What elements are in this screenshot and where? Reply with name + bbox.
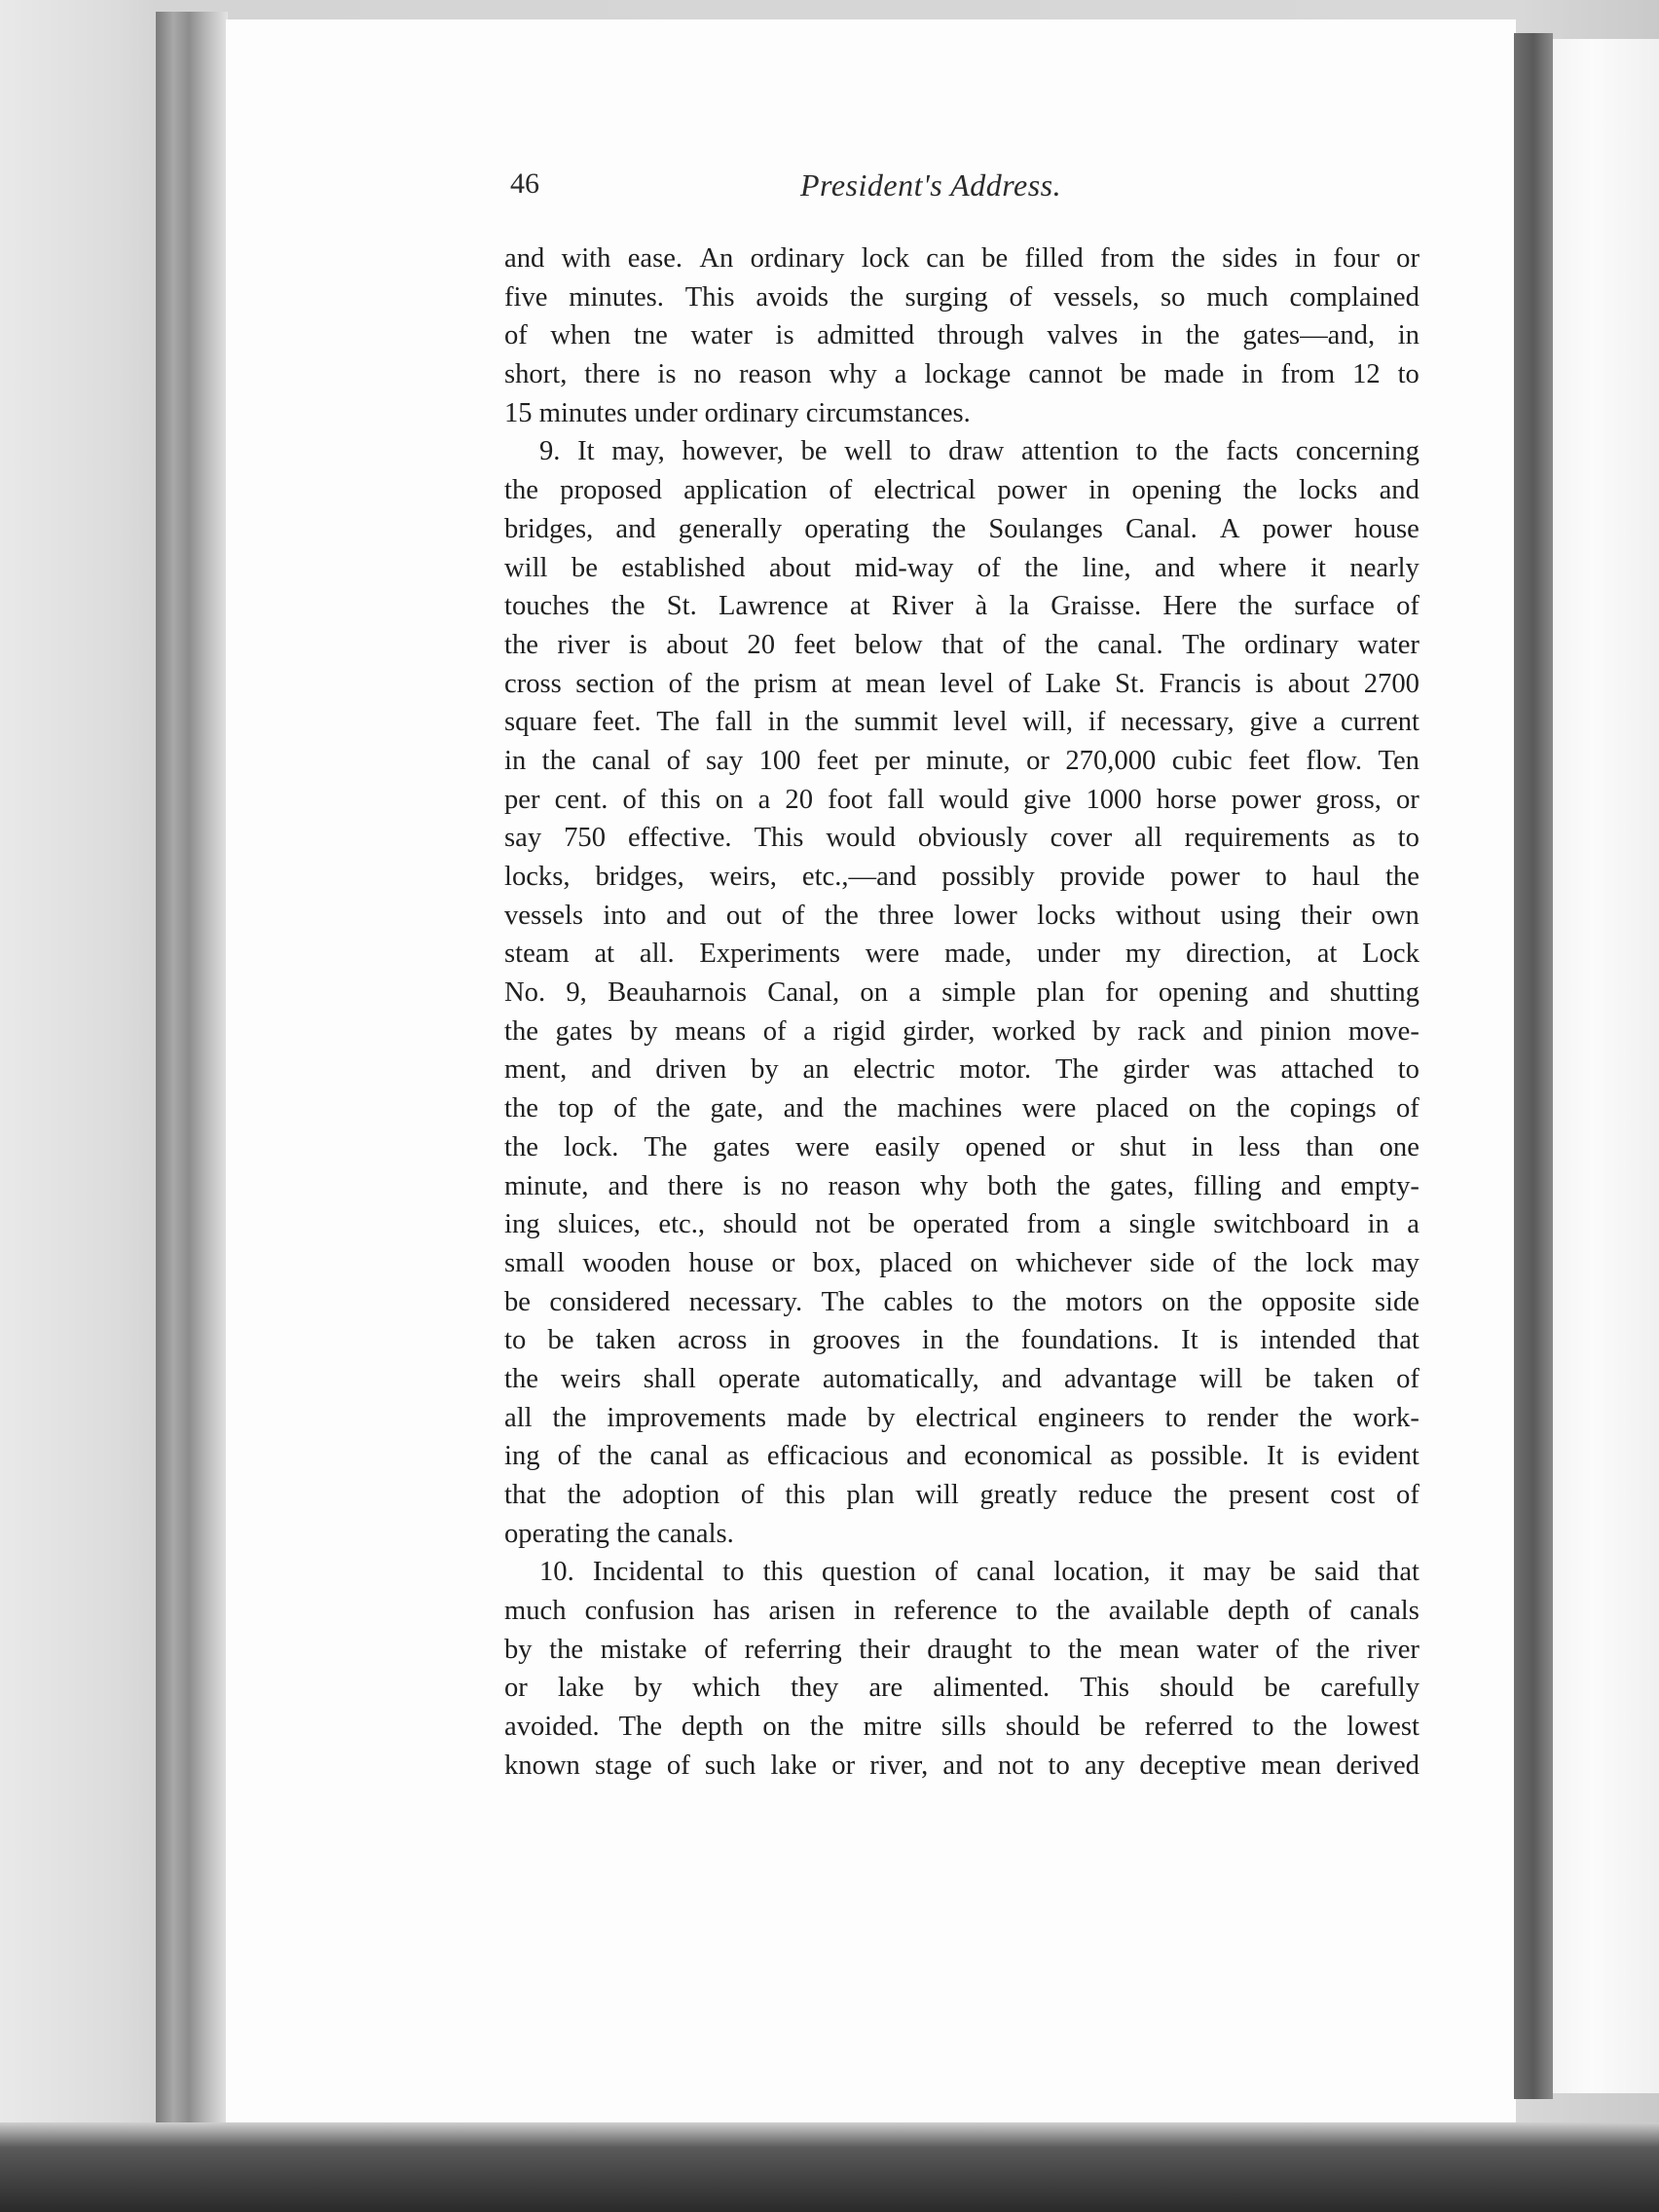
page-header xyxy=(510,167,1435,218)
text-line: No. 9, Beauharnois Canal, on a simple plan for opening and shutting xyxy=(504,977,1419,1009)
text-line: will be established about mid-way of the line, and where it nearly xyxy=(504,552,1419,583)
body-text xyxy=(504,240,1419,1786)
text-line: ment, and driven by an electric motor. The girder was attached to xyxy=(504,1054,1419,1086)
running-title: President's Address. xyxy=(800,167,1062,203)
text-line: short, there is no reason why a lockage cannot be made in from 12 to xyxy=(504,359,1419,390)
text-line: be considered necessary. The cables to the motors on the opposite side xyxy=(504,1286,1419,1317)
text-line: ing sluices, etc., should not be operated from a single switchboard in a xyxy=(504,1209,1419,1240)
text-line: 9. It may, however, be well to draw attention to the facts concerning xyxy=(539,436,1419,467)
text-line: 15 minutes under ordinary circumstances. xyxy=(504,397,971,428)
text-line: steam at all. Experiments were made, under my direction, at Lock xyxy=(504,939,1419,970)
text-line: much confusion has arisen in reference to the available depth of canals xyxy=(504,1596,1419,1627)
text-line: the weirs shall operate automatically, and advantage will be taken of xyxy=(504,1363,1419,1394)
scan-bottom-edge xyxy=(0,2122,1659,2212)
text-line: the river is about 20 feet below that of the canal. The ordinary water xyxy=(504,629,1419,660)
text-line: the gates by means of a rigid girder, worked by rack and pinion move- xyxy=(504,1015,1419,1047)
text-line: or lake by which they are alimented. This should be carefully xyxy=(504,1673,1419,1704)
text-line: per cent. of this on a 20 foot fall would give 1000 horse power gross, or xyxy=(504,784,1419,815)
text-line: vessels into and out of the three lower locks without using their own xyxy=(504,900,1419,931)
text-line: operating the canals. xyxy=(504,1518,734,1549)
text-line: ing of the canal as efficacious and economical as possible. It is evident xyxy=(504,1441,1419,1472)
text-line: the top of the gate, and the machines were placed on the copings of xyxy=(504,1093,1419,1124)
book-gutter-shadow xyxy=(156,12,228,2122)
text-line: the lock. The gates were easily opened or shut in less than one xyxy=(504,1131,1419,1162)
text-line: the proposed application of electrical power in opening the locks and xyxy=(504,475,1419,506)
text-line: 10. Incidental to this question of canal location, it may be said that xyxy=(539,1557,1419,1588)
text-line: in the canal of say 100 feet per minute, or 270,000 cubic feet flow. Ten xyxy=(504,745,1419,776)
text-line: and with ease. An ordinary lock can be filled from the sides in four or xyxy=(504,243,1419,274)
text-line: of when tne water is admitted through valves in the gates—and, in xyxy=(504,320,1419,351)
text-line: locks, bridges, weirs, etc.,—and possibly provide power to haul the xyxy=(504,862,1419,892)
text-line: avoided. The depth on the mitre sills should be referred to the lowest xyxy=(504,1712,1419,1743)
text-line: minute, and there is no reason why both the gates, filling and empty- xyxy=(504,1170,1419,1201)
text-line: bridges, and generally operating the Soulanges Canal. A power house xyxy=(504,513,1419,544)
text-line: five minutes. This avoids the surging of vessels, so much complained xyxy=(504,281,1419,313)
text-line: to be taken across in grooves in the foundations. It is intended that xyxy=(504,1325,1419,1356)
text-line: that the adoption of this plan will greatly reduce the present cost of xyxy=(504,1480,1419,1510)
text-line: by the mistake of referring their draught to the mean water of the river xyxy=(504,1634,1419,1665)
text-line: touches the St. Lawrence at River à la Graisse. Here the surface of xyxy=(504,591,1419,622)
text-line: all the improvements made by electrical engineers to render the work- xyxy=(504,1402,1419,1433)
page-number: 46 xyxy=(510,167,539,200)
text-line: say 750 effective. This would obviously cover all requirements as to xyxy=(504,823,1419,854)
text-line: square feet. The fall in the summit level will, if necessary, give a current xyxy=(504,707,1419,738)
text-line: cross section of the prism at mean level of Lake St. Francis is about 2700 xyxy=(504,668,1419,699)
text-line: small wooden house or box, placed on whichever side of the lock may xyxy=(504,1247,1419,1278)
page-fold-shadow xyxy=(1514,33,1553,2099)
facing-page-edge xyxy=(1553,39,1659,2093)
text-line: known stage of such lake or river, and not to any deceptive mean derived xyxy=(504,1750,1419,1781)
